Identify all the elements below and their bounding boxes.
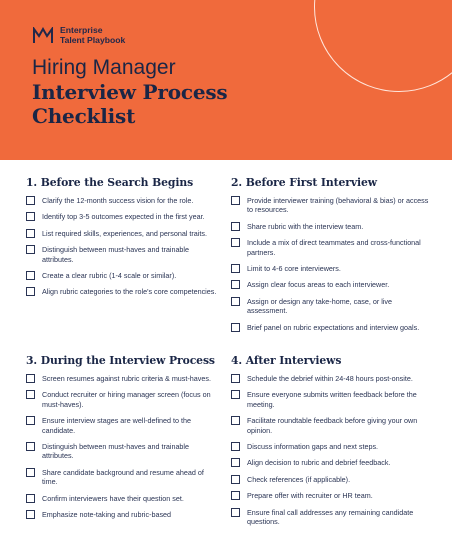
checklist-item	[26, 196, 220, 205]
checklist-item	[26, 245, 220, 264]
checklist-item-text: Distinguish between must-haves and trainable attributes.	[42, 442, 190, 461]
checklist-item	[231, 508, 431, 527]
title-line-2: Interview Process	[32, 80, 228, 104]
section-before-search	[26, 176, 220, 304]
checklist-item-text: Identify top 3-5 outcomes expected in the first year.	[42, 212, 205, 222]
checkbox[interactable]	[26, 374, 35, 383]
brand-name	[60, 26, 125, 45]
checklist-item	[26, 271, 220, 280]
checklist-item	[26, 287, 220, 296]
checkbox[interactable]	[231, 416, 240, 425]
checklist	[231, 374, 431, 526]
checklist-item	[231, 297, 431, 316]
checkbox[interactable]	[231, 238, 240, 247]
checkbox[interactable]	[231, 475, 240, 484]
checkbox[interactable]	[26, 229, 35, 238]
checklist-item	[26, 494, 220, 503]
checklist-item-text: Assign or design any take-home, case, or live assessment.	[247, 296, 393, 316]
checkbox[interactable]	[231, 264, 240, 273]
checklist-item	[26, 212, 220, 221]
checklist-item	[26, 442, 220, 461]
checklist-item-text: Share candidate background and resume ahead of time.	[42, 467, 204, 487]
section-before-first-interview	[231, 176, 431, 339]
checklist-item-text: Create a clear rubric (1-4 scale or similar).	[42, 271, 177, 281]
checklist-item	[231, 491, 431, 500]
checklist-item	[26, 374, 220, 383]
checklist-item-text: Prepare offer with recruiter or HR team.	[247, 491, 373, 501]
checklist-item	[231, 238, 431, 257]
checkbox[interactable]	[231, 491, 240, 500]
brand-line-1: Enterprise	[60, 25, 103, 35]
checklist-item-text: Align decision to rubric and debrief feedback.	[247, 458, 391, 468]
checkbox[interactable]	[231, 442, 240, 451]
checkbox[interactable]	[26, 442, 35, 451]
section-heading: 4. After Interviews	[231, 354, 342, 367]
checkbox[interactable]	[26, 196, 35, 205]
checklist-item	[26, 510, 220, 519]
checkbox[interactable]	[26, 212, 35, 221]
checklist-item-text: Ensure everyone submits written feedback before the meeting.	[247, 390, 417, 409]
checkbox[interactable]	[26, 510, 35, 519]
checkbox[interactable]	[26, 416, 35, 425]
checkbox[interactable]	[231, 280, 240, 289]
checklist-item	[231, 280, 431, 289]
checklist-item	[231, 416, 431, 435]
checklist	[231, 196, 431, 332]
checkbox[interactable]	[26, 245, 35, 254]
checklist-item-text: Facilitate roundtable feedback before giving your own opinion.	[247, 416, 418, 435]
checkbox[interactable]	[231, 390, 240, 399]
checklist-item	[231, 458, 431, 467]
checklist-item	[231, 475, 431, 484]
checkbox[interactable]	[231, 222, 240, 231]
checkbox[interactable]	[26, 494, 35, 503]
checklist-item-text: Align rubric categories to the role's core competencies.	[42, 287, 217, 297]
checkbox[interactable]	[231, 458, 240, 467]
checklist-item	[231, 374, 431, 383]
checklist-item-text: Discuss information gaps and next steps.	[247, 442, 379, 452]
checkbox[interactable]	[26, 468, 35, 477]
section-after-interviews	[231, 354, 431, 533]
checkbox[interactable]	[231, 297, 240, 306]
header-banner	[0, 0, 452, 160]
checklist-item-text: Check references (if applicable).	[247, 474, 351, 484]
checklist-item-text: Limit to 4-6 core interviewers.	[247, 264, 341, 274]
checklist	[26, 196, 220, 297]
checkbox[interactable]	[231, 374, 240, 383]
page-title	[32, 56, 227, 128]
checklist-item	[231, 196, 431, 215]
checklist-item	[231, 323, 431, 332]
checklist-item	[26, 390, 220, 409]
checklist-item-text: List required skills, experiences, and personal traits.	[42, 228, 207, 238]
title-line-1: Hiring Manager	[32, 56, 176, 79]
checklist	[26, 374, 220, 519]
checklist-item-text: Provide interviewer training (behavioral & bias) or access to resources.	[247, 196, 429, 215]
checklist-item-text: Share rubric with the interview team.	[247, 221, 364, 231]
checklist-item	[231, 442, 431, 451]
checklist-item	[231, 222, 431, 231]
checklist-item-text: Schedule the debrief within 24-48 hours post-onsite.	[247, 374, 413, 383]
checkbox[interactable]	[231, 323, 240, 332]
checklist-item	[231, 390, 431, 409]
checklist-item	[231, 264, 431, 273]
brand	[32, 26, 125, 45]
section-during-interview	[26, 354, 220, 526]
checkbox[interactable]	[231, 508, 240, 517]
checklist-item-text: Clarify the 12-month success vision for the role.	[42, 196, 194, 205]
checklist-item-text: Assign clear focus areas to each interviewer.	[247, 280, 390, 290]
brand-logo-icon	[32, 27, 54, 45]
checklist-item-text: Ensure final call addresses any remaining candidate questions.	[247, 507, 414, 527]
checklist-item	[26, 229, 220, 238]
checklist-item-text: Ensure interview stages are well-defined to the candidate.	[42, 416, 192, 435]
section-heading: 1. Before the Search Begins	[26, 176, 194, 189]
checklist-item	[26, 416, 220, 435]
section-heading: 3. During the Interview Process	[26, 354, 215, 367]
checkbox[interactable]	[26, 271, 35, 280]
checklist-item-text: Distinguish between must-haves and trainable attributes.	[42, 245, 190, 264]
checkbox[interactable]	[26, 390, 35, 399]
checklist-item-text: Screen resumes against rubric criteria & must-haves.	[42, 374, 211, 383]
checkbox[interactable]	[26, 287, 35, 296]
checklist-item-text: Conduct recruiter or hiring manager screen (focus on must-haves).	[42, 390, 211, 409]
checklist-item-text: Brief panel on rubric expectations and interview goals.	[247, 322, 420, 332]
section-heading: 2. Before First Interview	[231, 176, 377, 189]
checklist-item-text: Include a mix of direct teammates and cross-functional partners.	[247, 238, 421, 257]
checkbox[interactable]	[231, 196, 240, 205]
checklist-item-text: Emphasize note-taking and rubric-based	[42, 510, 172, 520]
decorative-arc	[314, 0, 452, 92]
brand-line-2: Talent Playbook	[60, 34, 126, 45]
checklist-item	[26, 468, 220, 487]
title-line-3: Checklist	[32, 104, 136, 128]
checklist-item-text: Confirm interviewers have their question set.	[42, 493, 184, 503]
